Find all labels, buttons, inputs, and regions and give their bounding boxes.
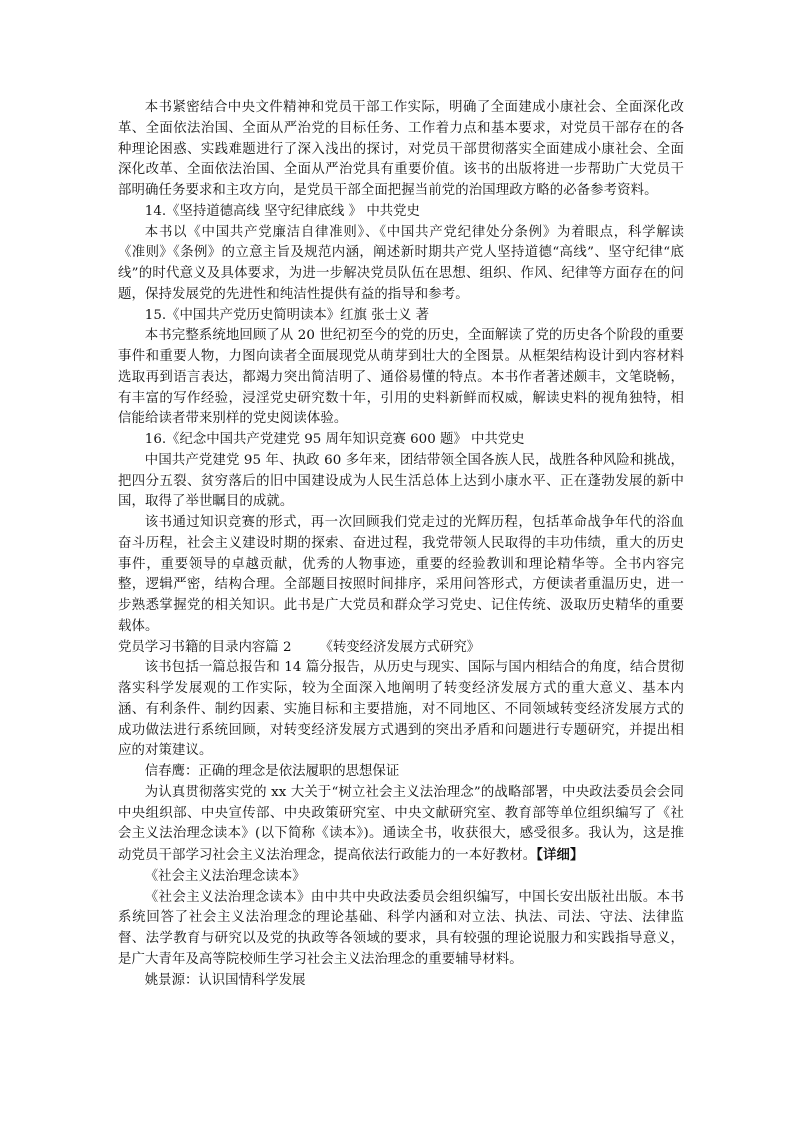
book-16-title: 16.《纪念中国共产党建党 95 周年知识竞赛 600 题》 中共党史 <box>144 432 525 447</box>
book-16-description-2: 该书通过知识竞赛的形式，再一次回顾我们党走过的光辉历程，包括革命战争年代的浴血奋斗历程，社会主义建设时期的探索、奋进过程，我党带领人民取得的丰功伟绩，重大的历史事件，重要领导的卓越贡献，优秀的人物事迹，重要的经验教训和理论精华等。全书内容完整，逻辑严密，结构合理。全部题目按照时间排序，采用问答形式，方便读者重温历史，进一步熟悉掌握党的相关知识。此书是广大党员和群众学习党史、记住传统、汲取历史精华的重要载体。 <box>118 515 684 634</box>
book-16-description-1: 中国共产党建党 95 年、执政 60 多年来，团结带领全国各族人民，战胜各种风险和挑战，把四分五裂、贫穷落后的旧中国建设成为人民生活总体上达到小康水平、正在蓬勃发展的新中国，取得了举世瞩目的成就。 <box>118 452 684 510</box>
book-15-description: 本书完整系统地回顾了从 20 世纪初至今的党的历史，全面解读了党的历史各个阶段的重要事件和重要人物，力图向读者全面展现党从萌芽到壮大的全图景。从框架结构设计到内容材料选取再到语言表达，都竭力突出简洁明了、通俗易懂的特点。本书作者著述颇丰，文笔晓畅，有丰富的写作经验，浸淫党史研究数十年，引用的史料新鲜而权威，解读史料的视角独特，相信能给读者带来别样的党史阅读体验。 <box>118 328 684 427</box>
article-title-yao: 姚景源：认识国情科学发展 <box>144 972 306 988</box>
intro-paragraph: 本书紧密结合中央文件精神和党员干部工作实际，明确了全面建成小康社会、全面深化改革、全面依法治国、全面从严治党的目标任务、工作着力点和基本要求，对党员干部存在的各种理论困惑、实践难题进行了深入浅出的探讨，对党员干部贯彻落实全面建成小康社会、全面深化改革、全面依法治国、全面从严治党具有重要价值。该书的出版将进一步帮助广大党员干部明确任务要求和主攻方向，是党员干部全面把握当前党的治国理政方略的必备参考资料。 <box>118 100 684 198</box>
section-heading <box>118 638 684 659</box>
article-body-xin <box>118 783 684 867</box>
economic-report-description: 该书包括一篇总报告和 14 篇分报告，从历史与现实、国际与国内相结合的角度，结合贯彻落实科学发展观的工作实际，较为全面深入地阐明了转变经济发展方式的重大意义、基本内涵、有利条件、制约因素、实施目标和主要措施，对不同地区、不同领域转变经济发展方式的成功做法进行系统回顾，对转变经济发展方式遇到的突出矛盾和问题进行专题研究，并提出相应的对策建议。 <box>118 660 684 759</box>
section-heading-prefix: 党员学习书籍的目录内容篇 2 <box>118 639 292 655</box>
section-heading-title: 《转变经济发展方式研究》 <box>319 639 481 655</box>
book-rule-of-law-title: 《社会主义法治理念读本》 <box>144 868 306 884</box>
book-rule-of-law-description: 《社会主义法治理念读本》由中共中央政法委员会组织编写，中国长安出版社出版。本书系统回答了社会主义法治理念的理论基础、科学内涵和对立法、执法、司法、守法、法律监督、法学教育与研究以及党的执政等各领域的要求，具有较强的理论说服力和实践指导意义，是广大青年及高等院校师生学习社会主义法治理念的重要辅导材料。 <box>118 889 684 967</box>
article-body-xin-text: 为认真贯彻落实党的 xx 大关于“树立社会主义法治理念”的战略部署，中央政法委员会会同中央组织部、中央宣传部、中央政策研究室、中央文献研究室、教育部等单位组织编写了《社会主义法治理念读本》(以下简称《读本》)。通读全书，收获很大，感受很多。我认为，这是推动党员干部学习社会主义法治理念，提高依法行政能力的一本好教材。 <box>118 784 684 863</box>
book-15-title: 15.《中国共产党历史简明读本》红旗 张士义 著 <box>144 307 430 323</box>
document-page <box>118 98 684 991</box>
book-14-title: 14.《坚持道德高线 坚守纪律底线 》 中共党史 <box>144 203 420 219</box>
article-title-xin: 信春鹰：正确的理念是依法履职的思想保证 <box>144 764 400 779</box>
book-14-description: 本书以《中国共产党廉洁自律准则》、《中国共产党纪律处分条例》为着眼点，科学解读《准则》《条例》的立意主旨及规范内涵，阐述新时期共产党人坚持道德“高线”、坚守纪律“底线”的时代意义及具体要求，为进一步解决党员队伍在思想、组织、作风、纪律等方面存在的问题，保持发展党的先进性和纯洁性提供有益的指导和参考。 <box>118 224 684 302</box>
details-link[interactable]: 【详细】 <box>536 847 584 863</box>
